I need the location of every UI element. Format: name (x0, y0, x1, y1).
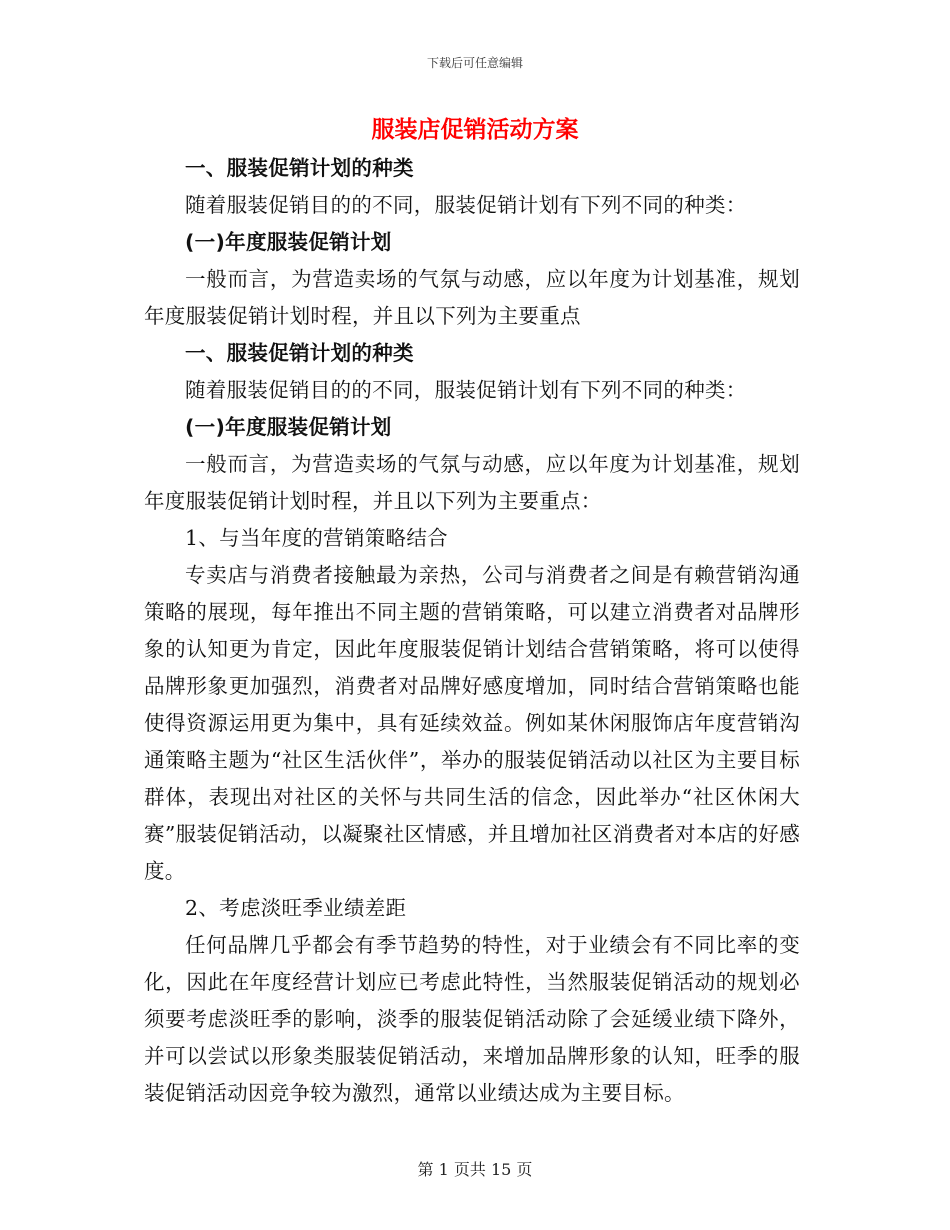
paragraph: 一般而言，为营造卖场的气氛与动感，应以年度为计划基准，规划年度服装促销计划时程，并且以下列为主要重点 (144, 267, 800, 328)
subsection-heading: (一)年度服装促销计划 (185, 415, 392, 439)
paragraph: 随着服装促销目的的不同，服装促销计划有下列不同的种类： (185, 193, 747, 217)
numbered-item-heading: 1、与当年度的营销策略结合 (185, 526, 448, 550)
paragraph: 随着服装促销目的的不同，服装促销计划有下列不同的种类： (185, 378, 747, 402)
page-number: 第 1 页共 15 页 (417, 1160, 533, 1179)
paragraph: 任何品牌几乎都会有季节趋势的特性，对于业绩会有不同比率的变化，因此在年度经营计划应已考虑此特性，当然服装促销活动的规划必须要考虑淡旺季的影响，淡季的服装促销活动除了会延缓业绩下降外，并可以尝试以形象类服装促销活动，来增加品牌形象的认知，旺季的服装促销活动因竞争较为激烈，通常以业绩达成为主要目标。 (144, 933, 800, 1105)
document-body (144, 150, 800, 1112)
paragraph: 一般而言，为营造卖场的气氛与动感，应以年度为计划基准，规划年度服装促销计划时程，并且以下列为主要重点： (144, 452, 800, 513)
section-heading: 一、服装促销计划的种类 (185, 341, 414, 365)
section-heading: 一、服装促销计划的种类 (185, 156, 414, 180)
numbered-item-heading: 2、考虑淡旺季业绩差距 (185, 896, 407, 920)
subsection-heading: (一)年度服装促销计划 (185, 230, 392, 254)
paragraph: 专卖店与消费者接触最为亲热，公司与消费者之间是有赖营销沟通策略的展现，每年推出不同主题的营销策略，可以建立消费者对品牌形象的认知更为肯定，因此年度服装促销计划结合营销策略，将可以使得品牌形象更加强烈，消费者对品牌好感度增加，同时结合营销策略也能使得资源运用更为集中，具有延续效益。例如某休闲服饰店年度营销沟通策略主题为“社区生活伙伴”，举办的服装促销活动以社区为主要目标群体，表现出对社区的关怀与共同生活的信念，因此举办“社区休闲大赛”服装促销活动，以凝聚社区情感，并且增加社区消费者对本店的好感度。 (144, 563, 800, 883)
page-header-note: 下载后可任意编辑 (426, 56, 523, 70)
document-title: 服装店促销活动方案 (371, 117, 579, 143)
